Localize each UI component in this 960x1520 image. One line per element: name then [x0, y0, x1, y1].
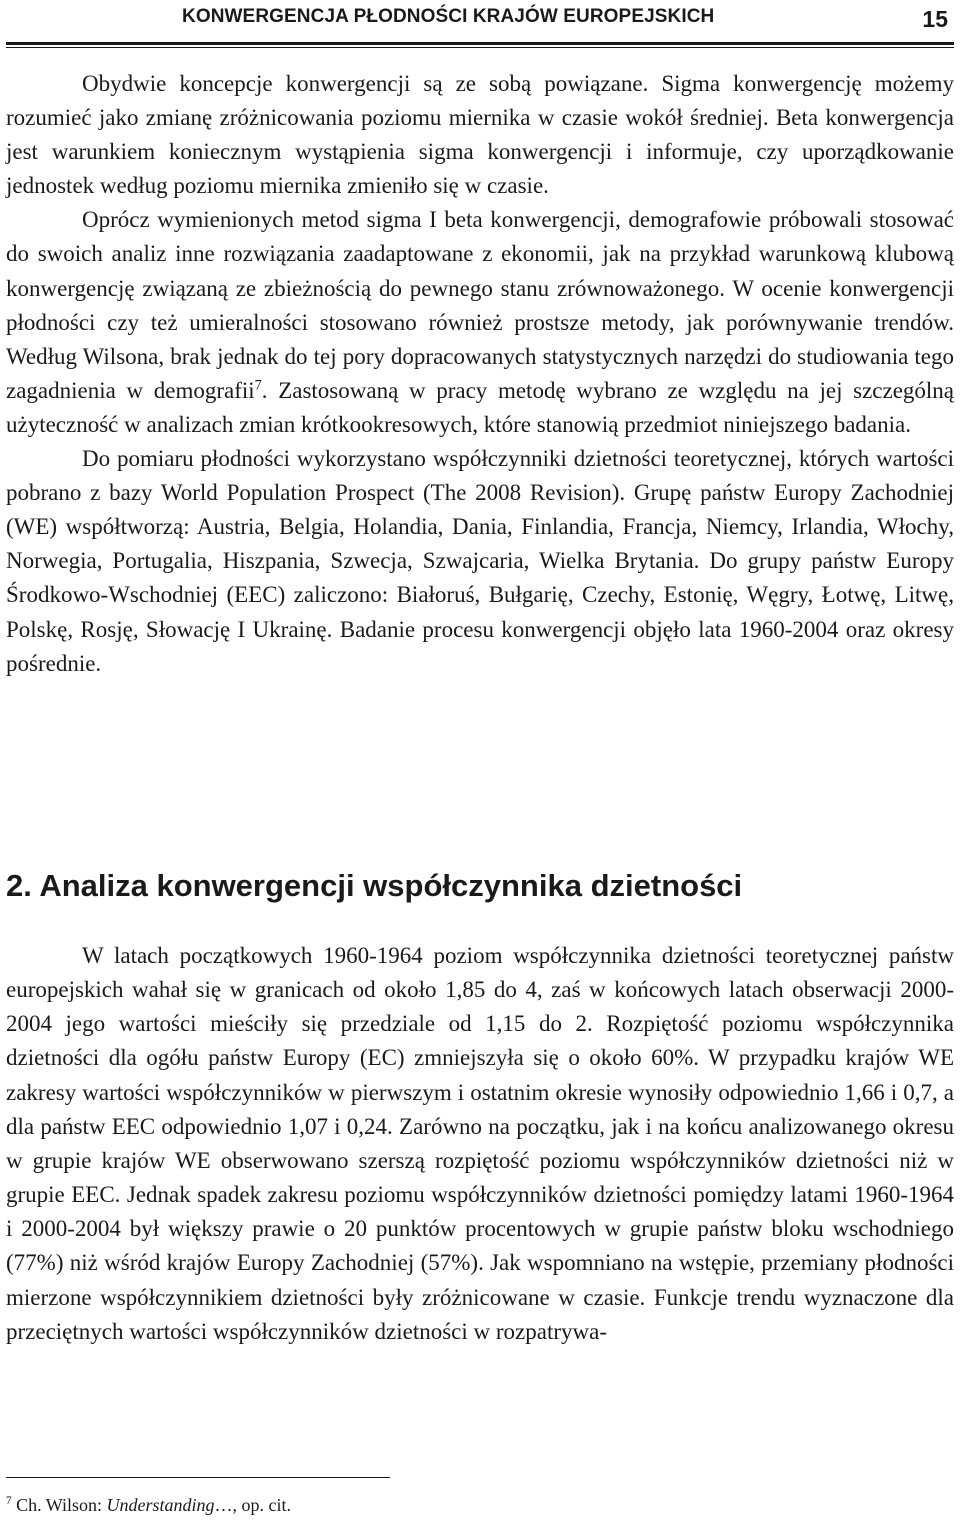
- section-paragraph-1: W latach początkowych 1960-1964 poziom współczynnika dzietności teoretycznej państw europejskich wahał się w granicach od około 1,85 do 4, zaś w końcowych latach obserwacji 2000-2004 jego wartości mieściły się przedziale od 1,15 do 2. Rozpiętość poziomu współczynnika dzietności dla ogółu państw Europy (EC) zmniejszyła się o około 60%. W przypadku krajów WE zakresy wartości współczynników w pierwszym i ostatnim okresie wynosiły odpowiednio 1,66 i 0,7, a dla państw EEC odpowiednio 1,07 i 0,24. Zarówno na początku, jak i na końcu analizowanego okresu w grupie krajów WE obserwowano szerszą rozpiętość poziomu współczynników dzietności niż w grupie EEC. Jednak spadek zakresu poziomu współczynników dzietności pomiędzy latami 1960-1964 i 2000-2004 był większy prawie o 20 punktów procentowych w grupie państw bloku wschodniego (77%) niż wśród krajów Europy Zachodniej (57%). Jak wspomniano na wstępie, przemiany płodności mierzone współczynnikiem dzietności były zróżnicowane w czasie. Funkcje trendu wyznaczone dla przeciętnych wartości współczynników dzietności w rozpatrywa-: [6, 943, 954, 1344]
- running-title: KONWERGENCJA PŁODNOŚCI KRAJÓW EUROPEJSKICH: [182, 6, 715, 27]
- running-header: [6, 0, 954, 44]
- body-text: [6, 67, 954, 681]
- section-text: [6, 939, 954, 1349]
- paragraph-2-text: Oprócz wymienionych metod sigma I beta konwergencji, demografowie próbowali stosować do swoich analiz inne rozwiązania zaadaptowane z ekonomii, jak na przykład warunkową klubową konwergencję związaną ze zbieżnością do pewnego stanu zrównoważonego. W ocenie konwergencji płodności czy też umieralności stosowano również prostsze metody, jak porównywanie trendów. Według Wilsona, brak jednak do tej pory dopracowanych statystycznych narzędzi do studiowania tego zagadnienia w demografii: [6, 207, 954, 403]
- header-rule-thin: [6, 47, 954, 48]
- paragraph-1: Obydwie koncepcje konwergencji są ze sobą powiązane. Sigma konwergencję możemy rozumieć jako zmianę zróżnicowania poziomu miernika w czasie wokół średniej. Beta konwergencja jest warunkiem koniecznym wystąpienia sigma konwergencji i informuje, czy uporządkowanie jednostek według poziomu miernika zmieniło się w czasie.: [6, 71, 954, 199]
- paragraph-3: Do pomiaru płodności wykorzystano współczynniki dzietności teoretycznej, których wartości pobrano z bazy World Population Prospect (The 2008 Revision). Grupę państw Europy Zachodniej (WE) współtworzą: Austria, Belgia, Holandia, Dania, Finlandia, Francja, Niemcy, Irlandia, Włochy, Norwegia, Portugalia, Hiszpania, Szwecja, Szwajcaria, Wielka Brytania. Do grupy państw Europy Środkowo-Wschodniej (EEC) zaliczono: Białoruś, Bułgarię, Czechy, Estonię, Węgry, Łotwę, Litwę, Polskę, Rosję, Słowację I Ukrainę. Badanie procesu konwergencji objęło lata 1960-2004 oraz okresy pośrednie.: [6, 446, 954, 676]
- section-heading: 2. Analiza konwergencji współczynnika dzietności: [6, 868, 743, 903]
- footnote-rule: [6, 1477, 390, 1478]
- page-number: 15: [922, 6, 948, 32]
- footnote-rest: …, op. cit.: [214, 1495, 292, 1515]
- footnote-title: Understanding: [106, 1495, 215, 1515]
- footnote-number: 7: [6, 1495, 12, 1507]
- header-rule: [6, 42, 954, 45]
- paragraph-2: [6, 203, 954, 442]
- footnote-reference[interactable]: 7: [254, 377, 262, 394]
- footnote: [6, 1494, 291, 1516]
- footnote-author: Ch. Wilson:: [11, 1495, 107, 1515]
- paragraph-2-continuation: . Zastosowaną w pracy metodę wybrano ze względu na jej szczególną użyteczność w analizach zmian krótkookresowych, które stanowią przedmiot niniejszego badania.: [6, 377, 954, 437]
